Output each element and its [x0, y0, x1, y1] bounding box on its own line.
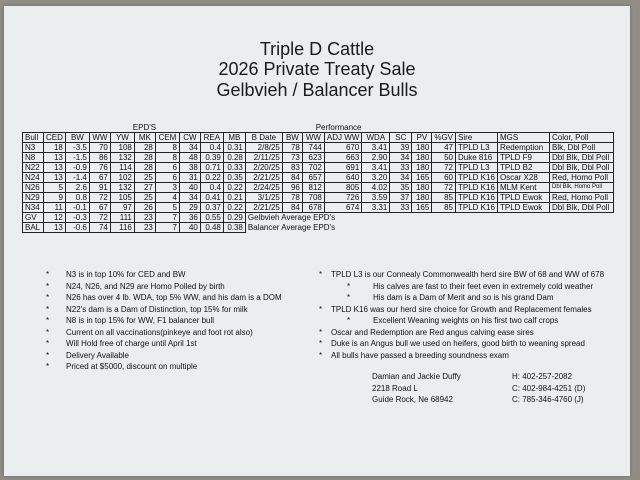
- epd-group-label: EPD'S: [132, 123, 157, 132]
- table-cell: 0.37: [200, 203, 223, 213]
- contact-address: [372, 371, 461, 406]
- table-cell: 28: [134, 153, 155, 163]
- table-cell: 2.6: [65, 183, 89, 193]
- table-cell: 47: [432, 143, 456, 153]
- table-cell: 40: [179, 183, 200, 193]
- table-cell: TPLD K16: [456, 183, 498, 193]
- notes-right: [319, 269, 604, 361]
- table-cell: 114: [110, 163, 134, 173]
- table-cell: 3.31: [362, 203, 390, 213]
- table-cell: 0.38: [223, 223, 245, 233]
- table-cell: 3/1/25: [245, 193, 282, 203]
- table-cell: 2/20/25: [245, 163, 282, 173]
- table-cell: -0.6: [65, 223, 89, 233]
- bullet-icon: *: [46, 304, 50, 314]
- column-header: YW: [110, 133, 134, 143]
- note-item: [319, 292, 604, 304]
- column-header: Bull: [23, 133, 44, 143]
- table-cell: 5: [44, 183, 66, 193]
- table-cell: 96: [282, 183, 302, 193]
- phone-cell-d: C: 402-984-4251 (D): [512, 383, 586, 393]
- table-cell: GV: [23, 213, 44, 223]
- column-header: Sire: [456, 133, 498, 143]
- table-cell: N24: [23, 173, 44, 183]
- table-cell: 78: [282, 193, 302, 203]
- table-cell: 116: [110, 223, 134, 233]
- table-cell: 691: [324, 163, 361, 173]
- table-cell: 38: [179, 163, 200, 173]
- table-cell: -0.9: [65, 163, 89, 173]
- phone-home: H: 402-257-2082: [512, 372, 573, 381]
- table-cell: BAL: [23, 223, 44, 233]
- table-cell: 0.22: [200, 173, 223, 183]
- table-cell: 105: [110, 193, 134, 203]
- table-cell: N3: [23, 143, 44, 153]
- performance-group-label: Performance: [315, 123, 362, 132]
- table-cell: 2/8/25: [245, 143, 282, 153]
- breed-title: Gelbvieh / Balancer Bulls: [216, 80, 418, 100]
- table-cell: Dbl Blk, Homo Poll: [550, 183, 614, 193]
- table-cell: 0.8: [65, 193, 89, 203]
- table-cell: 12: [44, 213, 66, 223]
- table-cell: 674: [324, 203, 361, 213]
- table-cell: 73: [282, 153, 302, 163]
- table-cell: 31: [179, 173, 200, 183]
- note-item: [319, 304, 604, 316]
- note-text: Duke is an Angus bull we used on heifers, good birth to weaning spread: [331, 339, 585, 348]
- table-cell: 132: [110, 153, 134, 163]
- table-cell: 37: [390, 193, 412, 203]
- table-cell: 35: [390, 183, 412, 193]
- table-row: [23, 193, 614, 203]
- note-item: [319, 350, 604, 362]
- bullet-icon: *: [46, 281, 50, 291]
- table-cell: 67: [89, 203, 110, 213]
- column-header: PV: [412, 133, 432, 143]
- note-item: [46, 281, 282, 293]
- table-cell: 0.39: [200, 153, 223, 163]
- table-cell: 25: [134, 173, 155, 183]
- table-cell: 48: [179, 153, 200, 163]
- column-header: Color, Poll: [550, 133, 614, 143]
- table-cell: 744: [302, 143, 324, 153]
- table-cell: 180: [412, 163, 432, 173]
- table-cell: 657: [302, 173, 324, 183]
- note-item: [319, 327, 604, 339]
- table-cell: N34: [23, 203, 44, 213]
- table-cell: 11: [44, 203, 66, 213]
- table-cell: 91: [89, 183, 110, 193]
- table-cell: 9: [44, 193, 66, 203]
- table-cell: 812: [302, 183, 324, 193]
- note-item: [319, 281, 604, 293]
- contact-phones: [512, 371, 585, 406]
- table-cell: 6: [155, 173, 179, 183]
- table-cell: 27: [134, 183, 155, 193]
- bullet-icon: *: [319, 339, 323, 348]
- table-cell: 3.59: [362, 193, 390, 203]
- table-cell: 708: [302, 193, 324, 203]
- table-cell: 180: [412, 193, 432, 203]
- table-cell: N8: [23, 153, 44, 163]
- table-cell: Dbl Blk, Dbl Poll: [550, 203, 614, 213]
- note-item: [46, 269, 282, 281]
- table-cell: 0.48: [200, 223, 223, 233]
- table-cell: 85: [432, 193, 456, 203]
- table-cell: 132: [110, 183, 134, 193]
- table-cell: 0.21: [223, 193, 245, 203]
- table-cell: 623: [302, 153, 324, 163]
- table-cell: TPLD K16: [456, 203, 498, 213]
- bullet-icon: *: [347, 281, 351, 291]
- table-cell: 78: [282, 143, 302, 153]
- note-text: N8 is in top 15% for WW, F1 balancer bull: [66, 316, 215, 325]
- table-cell: 84: [282, 203, 302, 213]
- table-cell: 670: [324, 143, 361, 153]
- column-header: MB: [223, 133, 245, 143]
- table-cell: 4.02: [362, 183, 390, 193]
- column-header: B Date: [245, 133, 282, 143]
- table-cell: N26: [23, 183, 44, 193]
- table-row: [23, 153, 614, 163]
- note-item: [46, 304, 282, 316]
- contact-names: Damian and Jackie Duffy: [372, 372, 461, 381]
- table-cell: 26: [134, 203, 155, 213]
- table-cell: 2/21/25: [245, 173, 282, 183]
- table-cell: 2/21/25: [245, 203, 282, 213]
- table-cell: Duke 816: [456, 153, 498, 163]
- table-row: [23, 183, 614, 193]
- table-cell: 2/24/25: [245, 183, 282, 193]
- table-cell: 8: [155, 153, 179, 163]
- table-cell: 23: [134, 213, 155, 223]
- table-cell: 86: [89, 153, 110, 163]
- table-cell: 34: [179, 143, 200, 153]
- table-cell: Balancer Average EPD's: [245, 223, 613, 233]
- table-cell: 3.41: [362, 143, 390, 153]
- table-cell: 5: [155, 203, 179, 213]
- note-item: [319, 338, 604, 350]
- column-header: ADJ WW: [324, 133, 361, 143]
- bullet-icon: *: [46, 350, 50, 360]
- table-cell: 70: [89, 143, 110, 153]
- table-cell: 29: [179, 203, 200, 213]
- table-cell: 85: [432, 203, 456, 213]
- table-cell: 3.20: [362, 173, 390, 183]
- note-text: N3 is in top 10% for CED and BW: [66, 270, 186, 279]
- table-cell: 72: [432, 163, 456, 173]
- table-cell: 33: [390, 203, 412, 213]
- note-text: Priced at $5000, discount on multiple: [66, 362, 198, 371]
- bullet-icon: *: [347, 293, 351, 302]
- note-text: His calves are fast to their feet even in extremely cold weather: [373, 281, 594, 291]
- table-cell: 39: [390, 143, 412, 153]
- table-row: [23, 143, 614, 153]
- table-cell: 50: [432, 153, 456, 163]
- note-text: Current on all vaccinations(pinkeye and foot rot also): [66, 327, 253, 337]
- table-cell: 165: [412, 173, 432, 183]
- note-text: N26 has over 4 lb. WDA, top 5% WW, and his dam is a DOM: [66, 293, 282, 302]
- column-header: BW: [282, 133, 302, 143]
- bullet-icon: *: [319, 327, 323, 337]
- table-cell: 0.31: [223, 143, 245, 153]
- table-cell: 34: [179, 193, 200, 203]
- contact-street: 2218 Road L: [372, 383, 418, 393]
- table-cell: 180: [412, 153, 432, 163]
- table-cell: 0.35: [223, 173, 245, 183]
- ranch-title: Triple D Cattle: [259, 39, 375, 59]
- bullet-icon: *: [46, 362, 50, 371]
- column-header: MGS: [498, 133, 550, 143]
- note-text: His dam is a Dam of Merit and so is his grand Dam: [373, 293, 554, 302]
- table-cell: 23: [134, 223, 155, 233]
- table-cell: 3: [155, 183, 179, 193]
- bullet-icon: *: [347, 316, 351, 325]
- bullet-icon: *: [46, 339, 50, 348]
- column-header: CW: [179, 133, 200, 143]
- table-cell: 72: [89, 213, 110, 223]
- phone-cell-j: C: 785-346-4760 (J): [512, 395, 584, 404]
- table-cell: 663: [324, 153, 361, 163]
- note-item: [46, 350, 282, 362]
- bullet-icon: *: [319, 350, 323, 360]
- table-cell: 0.29: [223, 213, 245, 223]
- table-cell: Blk, Dbl Poll: [550, 143, 614, 153]
- bullet-icon: *: [46, 327, 50, 337]
- column-header: WW: [89, 133, 110, 143]
- note-item: [46, 315, 282, 327]
- table-cell: 6: [155, 163, 179, 173]
- note-text: All bulls have passed a breeding soundness exam: [331, 350, 509, 360]
- table-cell: 34: [390, 173, 412, 183]
- column-header: MK: [134, 133, 155, 143]
- group-header-row: [23, 123, 614, 133]
- table-cell: 40: [179, 223, 200, 233]
- table-cell: 102: [110, 173, 134, 183]
- table-cell: 7: [155, 223, 179, 233]
- table-cell: 18: [44, 143, 66, 153]
- column-header: CEM: [155, 133, 179, 143]
- table-cell: 36: [179, 213, 200, 223]
- bullet-icon: *: [46, 270, 50, 279]
- contact-city: Guide Rock, Ne 68942: [372, 395, 453, 404]
- table-cell: -1.4: [65, 173, 89, 183]
- table-cell: TPLD Ewok: [498, 193, 550, 203]
- table-cell: -0.1: [65, 203, 89, 213]
- table-cell: 72: [432, 183, 456, 193]
- table-cell: 3.41: [362, 163, 390, 173]
- table-cell: 4: [155, 193, 179, 203]
- table-cell: 0.22: [223, 203, 245, 213]
- note-text: Will Hold free of charge until April 1st: [66, 339, 197, 348]
- note-item: [46, 292, 282, 304]
- table-row: [23, 203, 614, 213]
- table-cell: -0.3: [65, 213, 89, 223]
- table-cell: 13: [44, 163, 66, 173]
- table-cell: 60: [432, 173, 456, 183]
- note-text: TPLD L3 is our Connealy Commonwealth herd sire BW of 68 and WW of 678: [331, 270, 605, 279]
- table-row: [23, 173, 614, 183]
- table-cell: 180: [412, 143, 432, 153]
- table-cell: 67: [89, 173, 110, 183]
- note-text: N22's dam is a Dam of Distinction, top 15% for milk: [66, 304, 248, 314]
- sale-title: 2026 Private Treaty Sale: [218, 59, 416, 79]
- table-cell: 13: [44, 153, 66, 163]
- table-cell: 0.41: [200, 193, 223, 203]
- table-cell: MLM Kent: [498, 183, 550, 193]
- table-cell: Oscar X28: [498, 173, 550, 183]
- table-cell: Dbl Blk, Dbl Poll: [550, 153, 614, 163]
- bullet-icon: *: [46, 293, 50, 302]
- table-cell: 34: [390, 153, 412, 163]
- column-header: SC: [390, 133, 412, 143]
- table-cell: 0.22: [223, 183, 245, 193]
- table-cell: 28: [134, 143, 155, 153]
- note-text: Oscar and Redemption are Red angus calving ease sires: [331, 327, 534, 337]
- table-cell: 0.28: [223, 153, 245, 163]
- table-cell: 108: [110, 143, 134, 153]
- table-cell: 111: [110, 213, 134, 223]
- note-text: N24, N26, and N29 are Homo Polled by birth: [66, 281, 225, 291]
- table-cell: 7: [155, 213, 179, 223]
- table-cell: Gelbvieh Average EPD's: [245, 213, 613, 223]
- note-item: [319, 315, 604, 327]
- average-row: [23, 223, 614, 233]
- table-cell: 2/11/25: [245, 153, 282, 163]
- column-header: BW: [65, 133, 89, 143]
- table-cell: TPLD K16: [456, 173, 498, 183]
- table-cell: 13: [44, 173, 66, 183]
- table-cell: 25: [134, 193, 155, 203]
- table-cell: N22: [23, 163, 44, 173]
- note-text: Delivery Available: [66, 350, 129, 360]
- table-cell: 33: [390, 163, 412, 173]
- table-cell: 74: [89, 223, 110, 233]
- table-cell: 72: [89, 193, 110, 203]
- table-row: [23, 163, 614, 173]
- table-cell: 2.90: [362, 153, 390, 163]
- table-cell: 0.4: [200, 183, 223, 193]
- table-cell: 84: [282, 173, 302, 183]
- bull-epd-table: [22, 123, 614, 233]
- table-cell: 83: [282, 163, 302, 173]
- note-text: Excellent Weaning weights on his first two calf crops: [373, 316, 559, 325]
- table-cell: -1.5: [65, 153, 89, 163]
- table-cell: TPLD F9: [498, 153, 550, 163]
- table-cell: Red, Homo Poll: [550, 193, 614, 203]
- note-item: [46, 338, 282, 350]
- table-cell: TPLD Ewok: [498, 203, 550, 213]
- table-cell: TPLD B2: [498, 163, 550, 173]
- table-cell: TPLD K16: [456, 193, 498, 203]
- bullet-icon: *: [46, 316, 50, 325]
- note-item: [46, 327, 282, 339]
- column-header: CED: [44, 133, 66, 143]
- table-cell: N29: [23, 193, 44, 203]
- table-cell: -3.5: [65, 143, 89, 153]
- table-cell: 28: [134, 163, 155, 173]
- bullet-icon: *: [319, 304, 323, 314]
- column-header: REA: [200, 133, 223, 143]
- column-header: %GV: [432, 133, 456, 143]
- table-cell: 0.33: [223, 163, 245, 173]
- table-cell: 13: [44, 223, 66, 233]
- table-cell: 640: [324, 173, 361, 183]
- table-cell: 0.71: [200, 163, 223, 173]
- table-cell: 726: [324, 193, 361, 203]
- sale-sheet: [4, 6, 630, 476]
- table-cell: Redemption: [498, 143, 550, 153]
- notes-left: [46, 269, 282, 373]
- column-header: WW: [302, 133, 324, 143]
- table-cell: Dbl Blk, Dbl Poll: [550, 163, 614, 173]
- table-cell: 165: [412, 203, 432, 213]
- table-cell: 180: [412, 183, 432, 193]
- note-text: TPLD K16 was our herd sire choice for Growth and Replacement females: [331, 304, 592, 314]
- table-cell: 805: [324, 183, 361, 193]
- table-cell: 97: [110, 203, 134, 213]
- note-item: [46, 361, 282, 373]
- table-cell: 8: [155, 143, 179, 153]
- note-item: [319, 269, 604, 281]
- bullet-icon: *: [319, 270, 323, 279]
- table-cell: 0.55: [200, 213, 223, 223]
- table-cell: 76: [89, 163, 110, 173]
- table-cell: TPLD L3: [456, 163, 498, 173]
- table-cell: 702: [302, 163, 324, 173]
- column-header: WDA: [362, 133, 390, 143]
- table-cell: TPLD L3: [456, 143, 498, 153]
- column-header-row: [23, 133, 614, 143]
- table-cell: 678: [302, 203, 324, 213]
- table-cell: Red, Homo Poll: [550, 173, 614, 183]
- table-cell: 0.4: [200, 143, 223, 153]
- average-row: [23, 213, 614, 223]
